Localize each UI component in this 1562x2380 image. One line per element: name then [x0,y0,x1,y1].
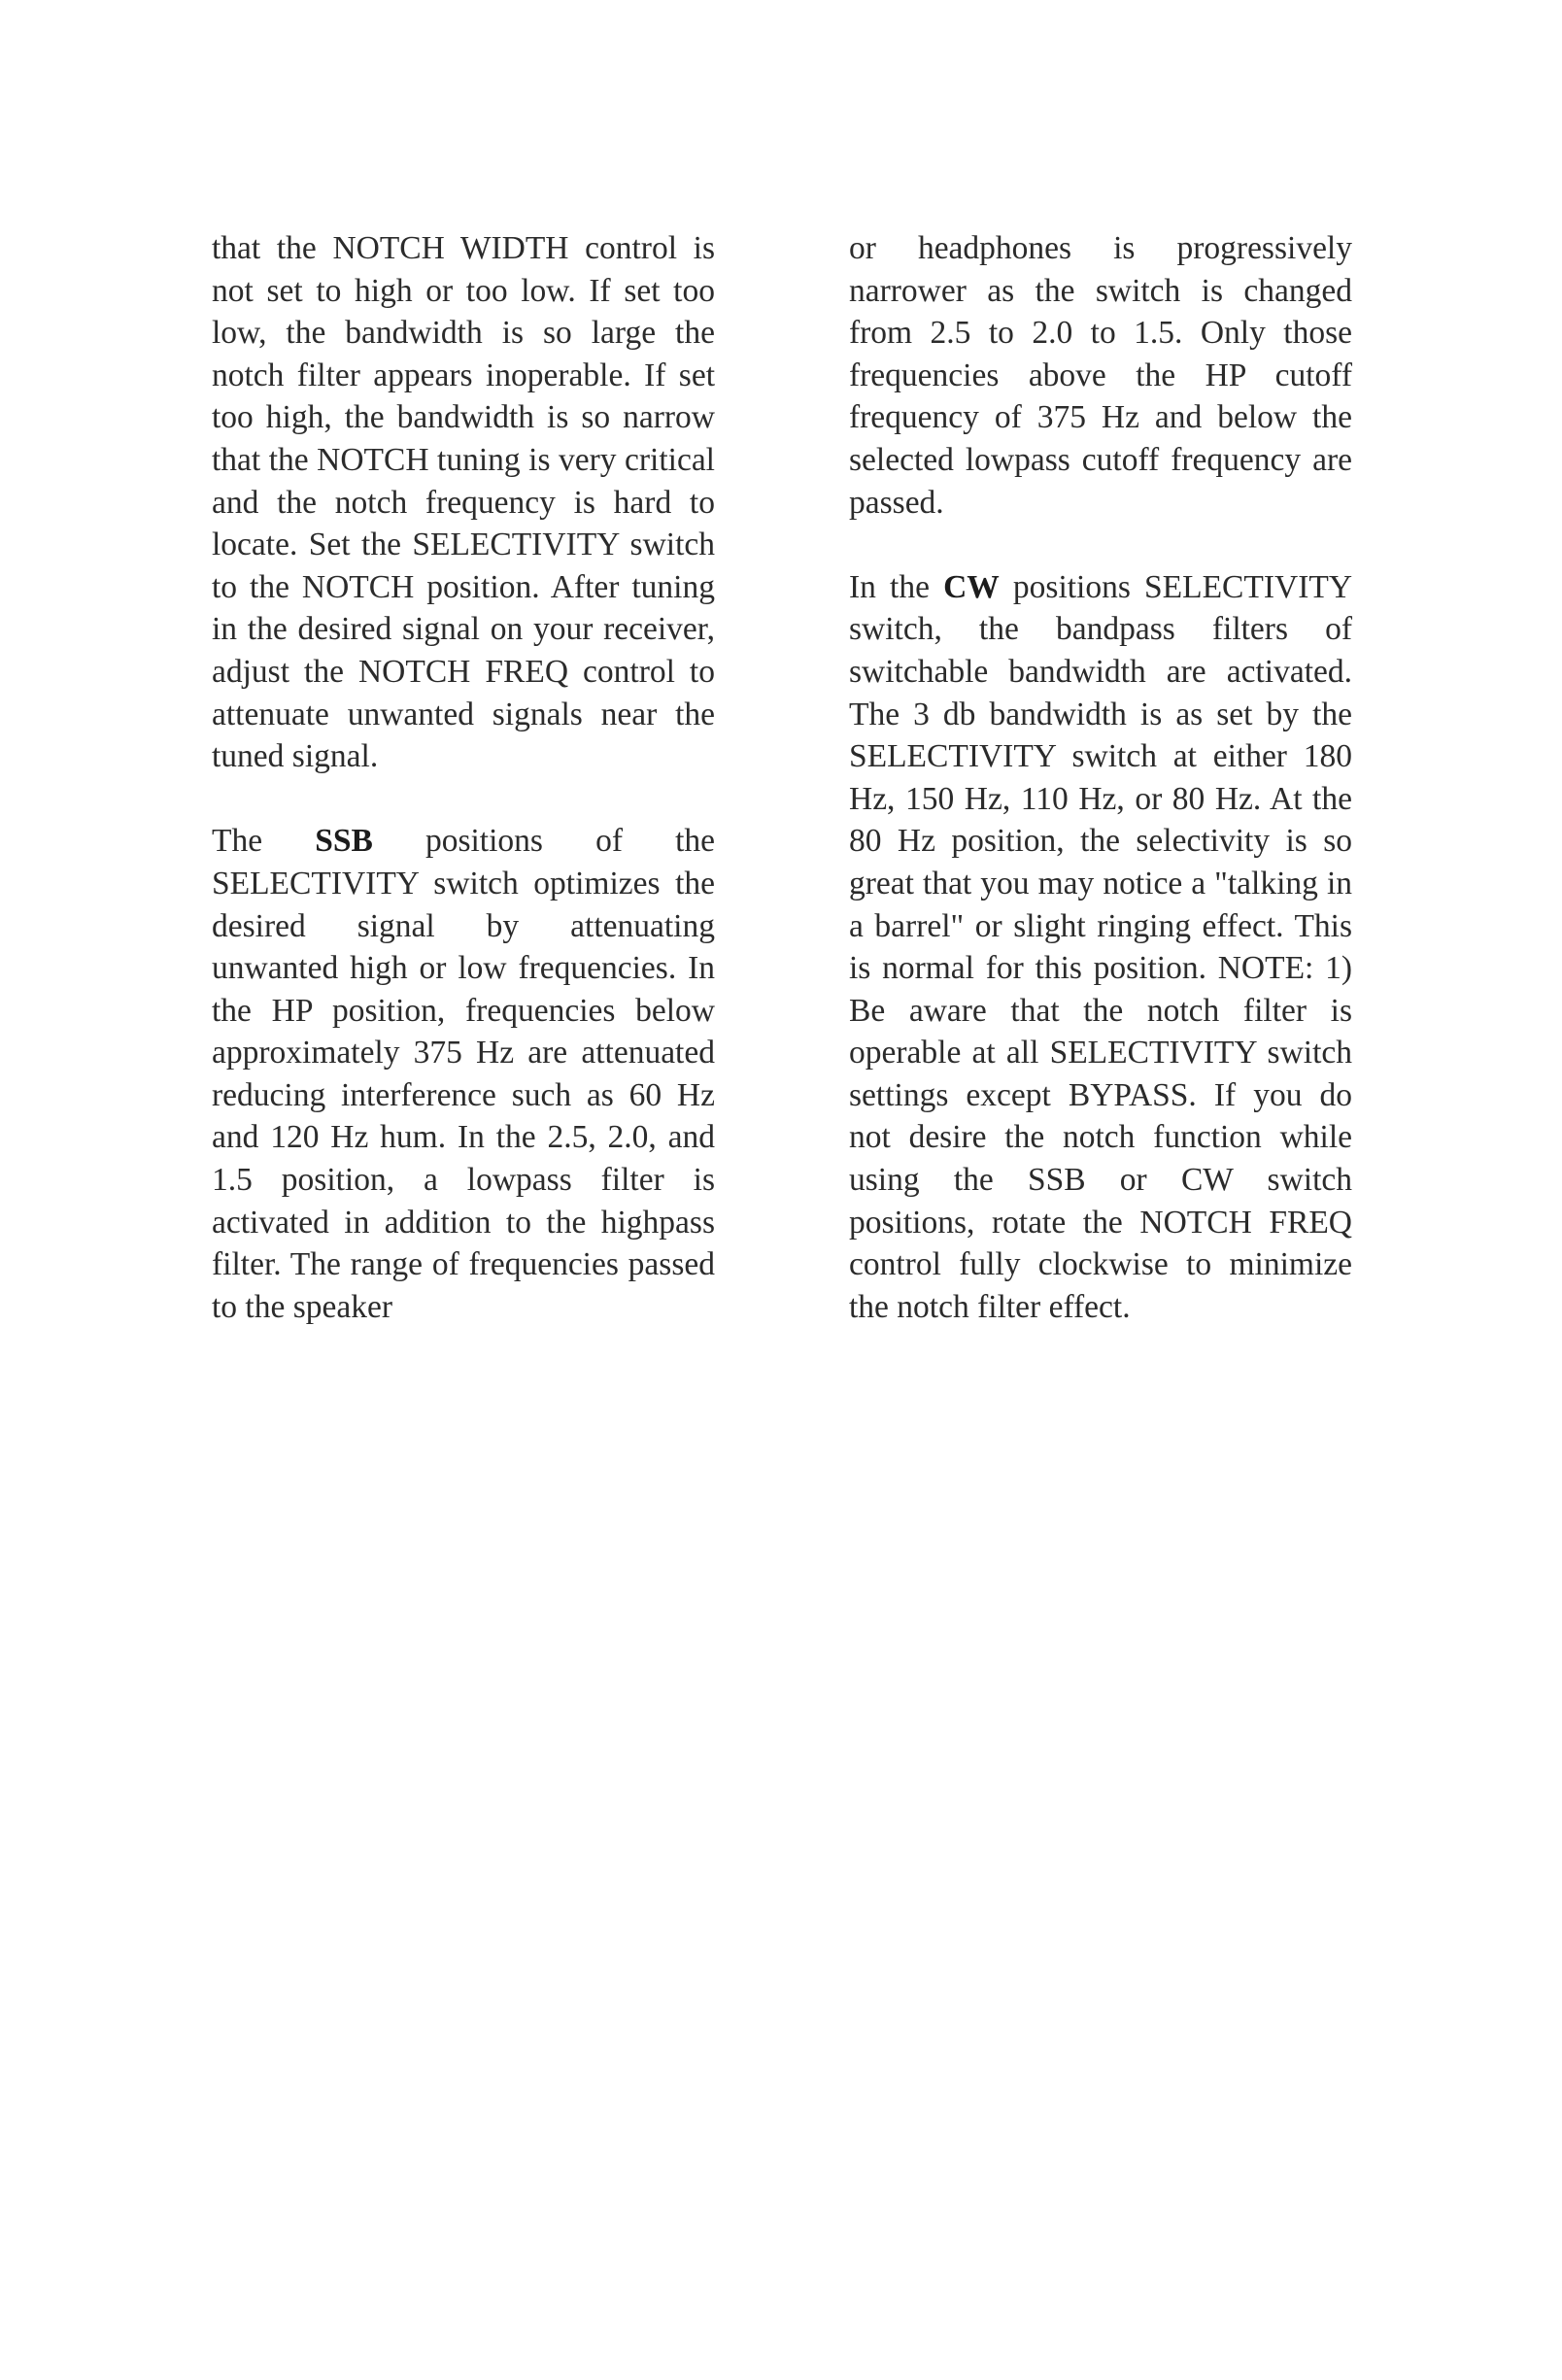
ssb-lead-text: The [212,823,263,860]
cw-paragraph [849,566,1352,1329]
cw-term: CW [943,568,1000,605]
headphones-paragraph: or headphones is progressively narrower as the switch is changed from 2.5 to 2.0 to 1.5. Only those frequencies above the HP cutoff frequency of 375 Hz and below the selected lowpass cutoff frequency are passed. [849,230,1352,521]
ssb-paragraph [212,820,715,1328]
ssb-term: SSB [315,823,373,860]
cw-lead-text: In the [849,568,930,605]
ssb-body-text: positions of the SELECTIVITY switch optimizes the desired signal by attenuating unwanted high or low frequencies. In the HP position, frequencies below approximately 375 Hz are attenuated reducing interference such as 60 Hz and 120 Hz hum. In the 2.5, 2.0, and 1.5 position, a lowpass filter is activated in addition to the highpass filter. The range of frequencies passed to the speaker [212,823,716,1325]
right-text-column [849,227,1352,1328]
notch-width-paragraph: that the NOTCH WIDTH control is not set to high or too low. If set too low, the bandwidth is so large the notch filter appears inoperable. If set too high, the bandwidth is so narrow that the NOTCH tuning is very critical and the notch frequency is hard to locate. Set the SELECTIVITY switch to the NOTCH position. After tuning in the desired signal on your receiver, adjust the NOTCH FREQ control to attenuate unwanted signals near the tuned signal. [212,230,715,775]
cw-body-text: positions SELECTIVITY switch, the bandpass filters of switchable bandwidth are activated. The 3 db bandwidth is as set by the SELECTIVITY switch at either 180 Hz, 150 Hz, 110 Hz, or 80 Hz. At the 80 Hz position, the selectivity is so great that you may notice a "talking in a barrel" or slight ringing effect. This is normal for this position. NOTE: 1) Be aware that the notch filter is operable at all SELECTIVITY switch settings except BYPASS. If you do not desire the notch function while using the SSB or CW switch positions, rotate the NOTCH FREQ control fully clockwise to minimize the notch filter effect. [849,568,1353,1325]
left-text-column [212,227,715,1328]
